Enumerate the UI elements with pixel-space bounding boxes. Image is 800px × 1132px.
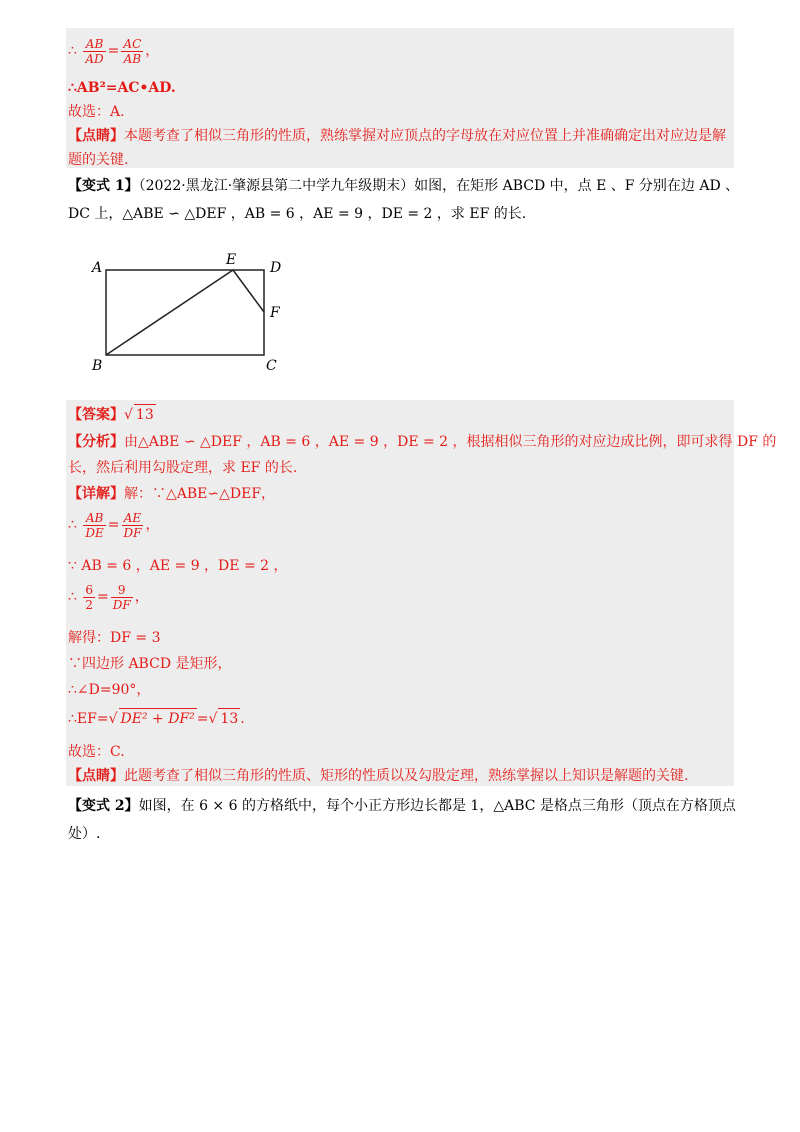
frac-num: 6 bbox=[85, 582, 94, 597]
frac-den: AD bbox=[85, 51, 104, 66]
variant2-line-1 bbox=[68, 796, 736, 816]
comment-tag: 【点睛】 bbox=[68, 768, 124, 784]
answer-line bbox=[68, 404, 156, 425]
since-values-line: ∵ AB = 6 ，AE = 9 ，DE = 2 ， bbox=[68, 558, 288, 574]
ef-sqrt-content: DE² + DF² bbox=[119, 708, 197, 729]
ratio-line bbox=[68, 34, 159, 68]
analysis-text: 由△ABE ∽ △DEF ，AB = 6 ，AE = 9 ，DE = 2 ，根据相似三角形的对应边成比例，即可求得 DF 的 bbox=[124, 434, 777, 450]
answer-tag: 【答案】 bbox=[68, 407, 124, 423]
variant2-tag: 【变式 2】 bbox=[68, 798, 139, 814]
frac-num: AB bbox=[83, 37, 105, 52]
variant1-line-2: DC 上，△ABE ∽ △DEF ，AB = 6 ，AE = 9 ，DE = 2 ，求 EF 的长. bbox=[68, 206, 527, 222]
fraction-ab-ad bbox=[83, 37, 105, 66]
therefore-symbol: ∴ bbox=[68, 517, 77, 533]
frac-num: AB bbox=[83, 511, 105, 526]
detail-text: 解：∵△ABE∽△DEF， bbox=[124, 486, 276, 502]
ef-result: 13 bbox=[218, 708, 240, 729]
sqrt-symbol: √ bbox=[108, 711, 118, 727]
segment-be bbox=[106, 270, 233, 355]
rect-abcd bbox=[106, 270, 264, 355]
variant1-line-1 bbox=[68, 176, 739, 196]
ef-line bbox=[68, 708, 245, 729]
equals: = bbox=[107, 43, 120, 59]
variant1-tag: 【变式 1】 bbox=[68, 178, 139, 194]
frac-num: AC bbox=[123, 36, 142, 51]
frac-den: DE bbox=[85, 525, 104, 540]
comment-line-1 bbox=[68, 126, 726, 146]
label-e: E bbox=[226, 252, 237, 268]
therefore-symbol: ∴ bbox=[68, 589, 77, 605]
comment-line-2: 题的关键. bbox=[68, 152, 129, 168]
solution-shade-top bbox=[66, 28, 734, 168]
ratio-numbers-line: ∴ $\frac{6}{2}$ = $\frac{9}{DF}$ ， bbox=[68, 582, 149, 612]
detail-line-1 bbox=[68, 484, 275, 504]
frac-num: 9 bbox=[111, 583, 133, 598]
segment-ef bbox=[233, 270, 264, 312]
frac-den: DF bbox=[123, 525, 142, 540]
label-f: F bbox=[270, 305, 280, 321]
ratio-ab-de-line: ∴ $\frac{AB}{DE}$ = $\frac{AE}{DF}$ ， bbox=[68, 510, 160, 540]
frac-den: AB bbox=[123, 51, 142, 66]
rectangle-diagram bbox=[90, 250, 300, 375]
sqrt-symbol: √ bbox=[208, 711, 218, 727]
variant2-text: 如图，在 6 × 6 的方格纸中，每个小正方形边长都是 1，△ABC 是格点三角形（顶点在方格顶点 bbox=[138, 798, 736, 814]
rectangle-line: ∵四边形 ABCD 是矩形， bbox=[68, 656, 232, 672]
sqrt-symbol: √ bbox=[124, 407, 133, 423]
analysis-line-1 bbox=[68, 432, 776, 452]
frac-den: 2 bbox=[85, 597, 94, 612]
fraction-ac-ab bbox=[121, 37, 143, 66]
frac-num: AE bbox=[122, 511, 144, 526]
analysis-tag: 【分析】 bbox=[68, 434, 124, 450]
label-b: B bbox=[92, 358, 103, 374]
comment-text: 此题考查了相似三角形的性质、矩形的性质以及勾股定理，熟练掌握以上知识是解题的关键. bbox=[124, 768, 689, 784]
fraction-6-2 bbox=[83, 583, 95, 612]
solve-line: 解得：DF = 3 bbox=[68, 630, 161, 646]
label-c: C bbox=[266, 358, 277, 374]
comma: ， bbox=[145, 43, 160, 59]
comment-tag: 【点睛】 bbox=[68, 128, 124, 144]
frac-den: DF bbox=[112, 597, 131, 612]
ef-prefix: ∴EF= bbox=[68, 711, 109, 727]
variant1-text: （2022·黑龙江·肇源县第二中学九年级期末）如图，在矩形 ABCD 中，点 E 、F 分别在边 AD 、 bbox=[138, 178, 740, 194]
rectangle-figure bbox=[90, 250, 300, 379]
fraction-ae-df bbox=[122, 511, 144, 540]
label-d: D bbox=[270, 260, 282, 276]
label-a: A bbox=[92, 260, 103, 276]
choice-c-line: 故选：C. bbox=[68, 744, 125, 760]
answer-comment-line bbox=[68, 766, 688, 786]
therefore-symbol: ∴ bbox=[68, 43, 77, 59]
fraction-9-df bbox=[111, 583, 133, 612]
ef-end: . bbox=[240, 711, 245, 727]
ef-equals: = bbox=[196, 711, 209, 727]
comment-text: 本题考查了相似三角形的性质，熟练掌握对应顶点的字母放在对应位置上并准确确定出对应边是解 bbox=[124, 128, 726, 144]
variant2-line-2: 处）. bbox=[68, 826, 101, 842]
fraction-ab-de bbox=[83, 511, 105, 540]
ab-squared-line: ∴AB²=AC•AD. bbox=[68, 80, 176, 96]
analysis-line-2: 长，然后利用勾股定理，求 EF 的长. bbox=[68, 460, 298, 476]
choice-a-line: 故选：A. bbox=[68, 104, 125, 120]
sqrt-value: 13 bbox=[134, 404, 156, 425]
angle-line: ∴∠D=90°， bbox=[68, 682, 151, 698]
detail-tag: 【详解】 bbox=[68, 486, 124, 502]
